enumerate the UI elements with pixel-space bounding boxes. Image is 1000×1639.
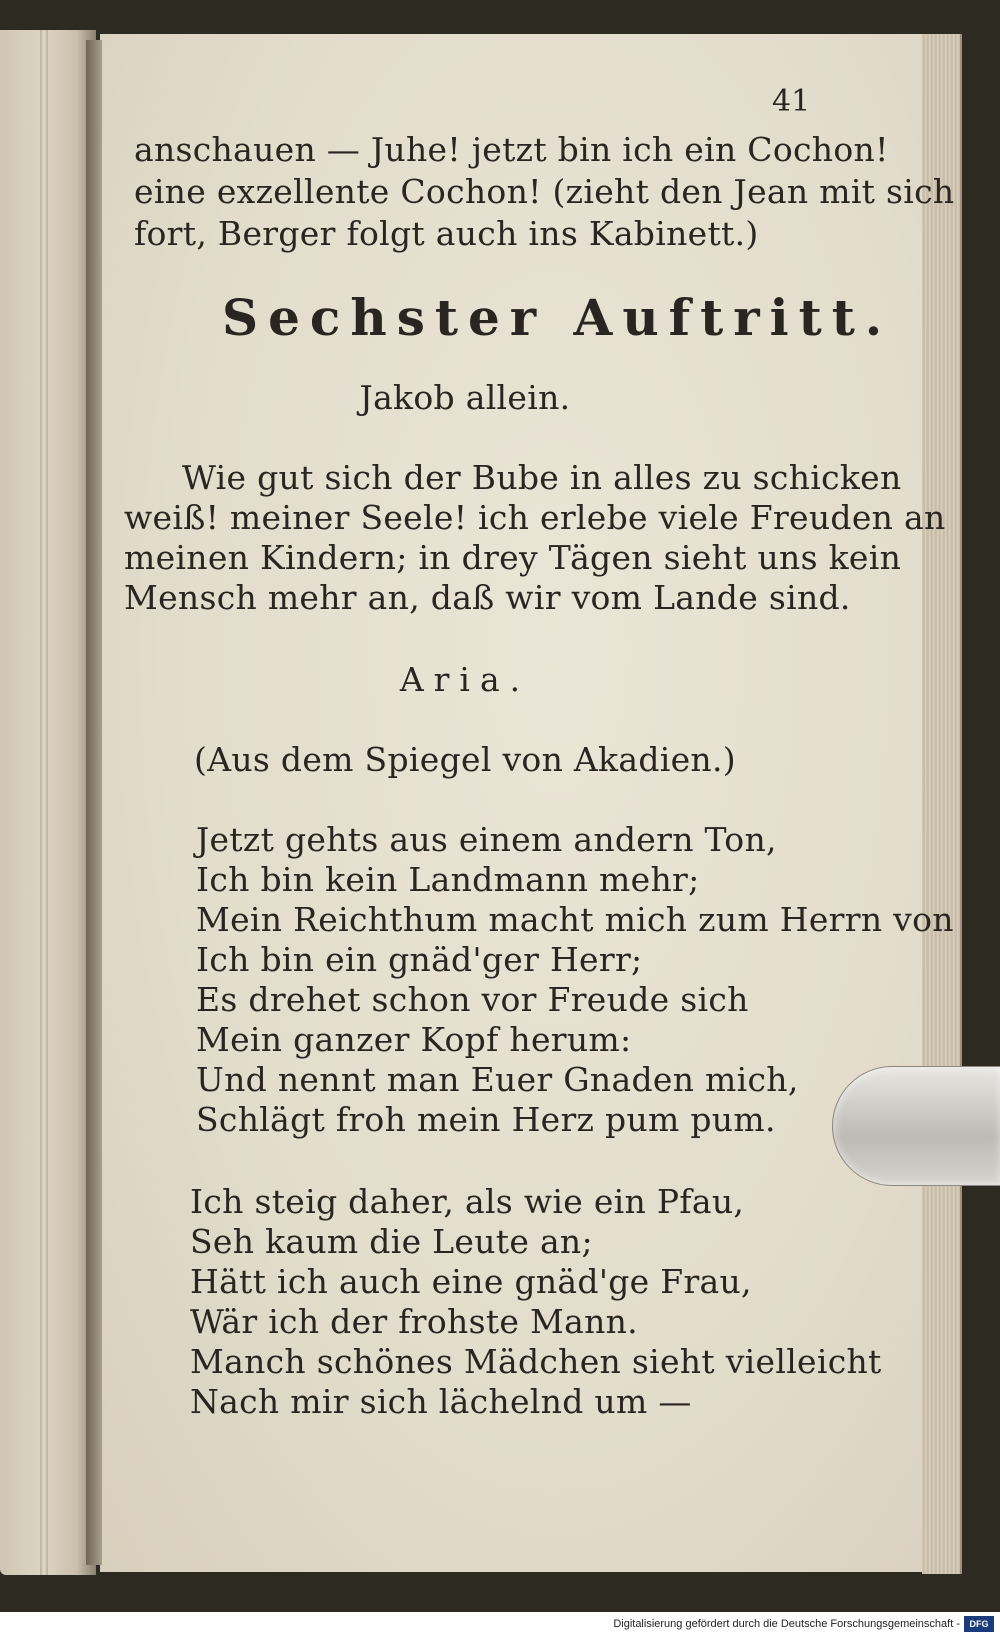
verse-line: Seh kaum die Leute an;	[190, 1222, 593, 1261]
book-gutter	[86, 40, 102, 1565]
scene-title: Sechster Auftritt.	[222, 288, 893, 347]
aria-heading: Aria.	[399, 660, 531, 699]
funding-credit: Digitalisierung gefördert durch die Deutsche Forschungsgemeinschaft -	[613, 1618, 960, 1630]
speech-line: Wie gut sich der Bube in alles zu schicken	[182, 458, 902, 497]
page-edges	[922, 34, 962, 1574]
intro-line: anschauen — Juhe! jetzt bin ich ein Cochon!	[134, 130, 889, 169]
intro-line: eine exzellente Cochon! (zieht den Jean mit sich	[134, 172, 955, 211]
verse-line: Es drehet schon vor Freude sich	[196, 980, 749, 1019]
left-page-edge	[40, 30, 48, 1575]
page-number: 41	[772, 84, 811, 119]
page-clip-tab	[832, 1066, 1000, 1186]
intro-line: fort, Berger folgt auch ins Kabinett.)	[134, 214, 759, 253]
verse-line: Mein Reichthum macht mich zum Herrn von	[196, 900, 954, 939]
verse-line: Jetzt gehts aus einem andern Ton,	[196, 820, 777, 859]
speech-line: Mensch mehr an, daß wir vom Lande sind.	[124, 578, 851, 617]
verse-line: Schlägt froh mein Herz pum pum.	[196, 1100, 776, 1139]
verse-line: Mein ganzer Kopf herum:	[196, 1020, 632, 1059]
verse-line: Ich steig daher, als wie ein Pfau,	[190, 1182, 745, 1221]
verse-line: Nach mir sich lächelnd um —	[190, 1382, 692, 1421]
speech-line: weiß! meiner Seele! ich erlebe viele Freuden an	[124, 498, 946, 537]
verse-line: Ich bin kein Landmann mehr;	[196, 860, 700, 899]
scene-subtitle: Jakob allein.	[359, 378, 571, 417]
speech-line: meinen Kindern; in drey Tägen sieht uns kein	[124, 538, 902, 577]
aria-source: (Aus dem Spiegel von Akadien.)	[194, 740, 736, 779]
verse-line: Ich bin ein gnäd'ger Herr;	[196, 940, 643, 979]
verse-line: Wär ich der frohste Mann.	[190, 1302, 638, 1341]
verse-line: Hätt ich auch eine gnäd'ge Frau,	[190, 1262, 752, 1301]
left-page	[0, 30, 96, 1575]
dfg-logo: DFG	[964, 1616, 994, 1632]
verse-line: Manch schönes Mädchen sieht vielleicht	[190, 1342, 882, 1381]
verse-line: Und nennt man Euer Gnaden mich,	[196, 1060, 799, 1099]
